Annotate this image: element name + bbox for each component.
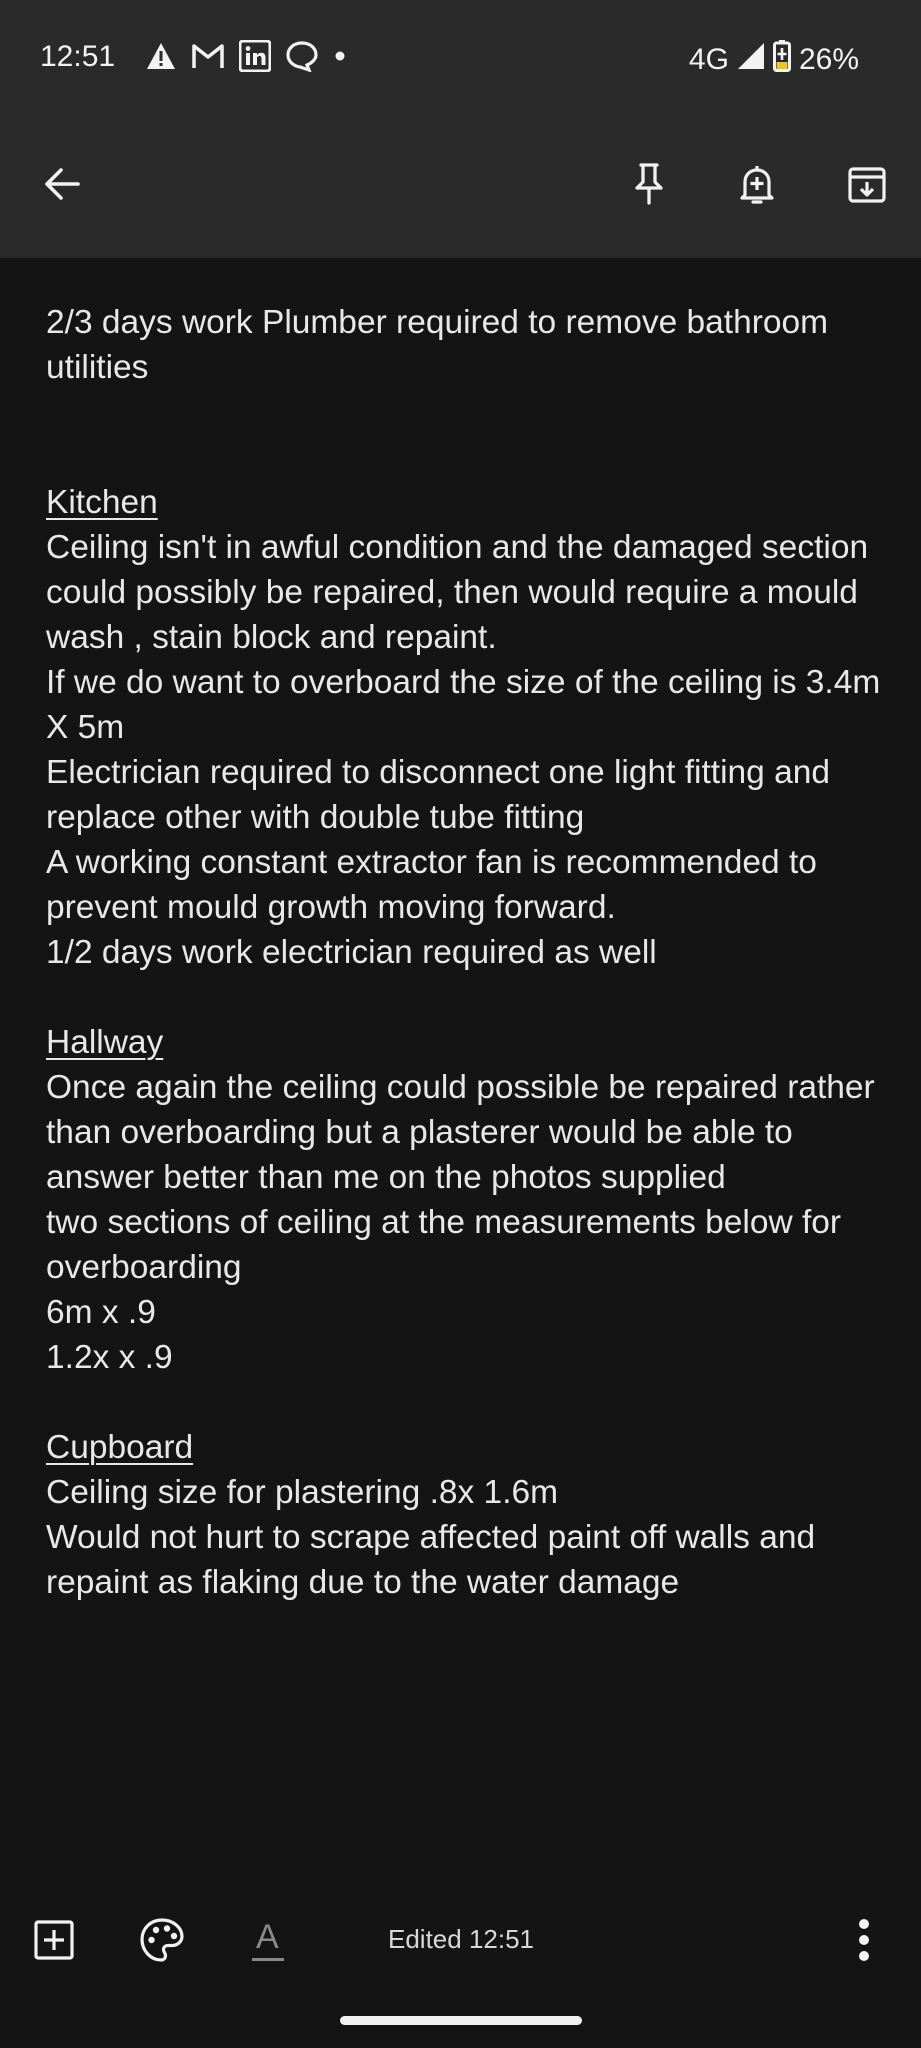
dot-icon: [333, 49, 347, 63]
background-color-button[interactable]: [138, 1918, 186, 1966]
home-indicator[interactable]: [340, 2016, 582, 2025]
status-time: 12:51: [40, 40, 116, 73]
more-vertical-icon: [858, 1918, 870, 1967]
section-kitchen: [46, 480, 906, 975]
note-line: two sections of ceiling at the measurements below for overboarding: [46, 1204, 842, 1286]
section-title: Cupboard: [46, 1429, 194, 1466]
network-type: 4G: [688, 43, 729, 76]
edited-timestamp: Edited 12:51: [388, 1924, 535, 1954]
signal-icon: [737, 42, 765, 78]
note-line: A working constant extractor fan is recommended to prevent mould growth moving forward.: [46, 844, 817, 926]
note-line: 1/2 days work electrician required as well: [46, 934, 657, 971]
archive-button[interactable]: [837, 156, 897, 216]
linkedin-icon: [239, 40, 271, 72]
text-format-glyph: A: [256, 1918, 279, 1956]
note-line: 6m x .9: [46, 1294, 156, 1331]
chat-bubble-icon: [285, 40, 319, 72]
back-button[interactable]: [32, 156, 92, 216]
note-line: Would not hurt to scrape affected paint off walls and repaint as flaking due to the water damage: [46, 1519, 816, 1601]
pin-icon: [632, 162, 666, 211]
note-line: Ceiling isn't in awful condition and the damaged section could possibly be repaired, then would require a mould wash , stain block and repaint.: [46, 529, 869, 656]
note-line: 1.2x x .9: [46, 1339, 173, 1376]
status-right: [689, 40, 859, 80]
section-hallway: [46, 1020, 906, 1380]
pin-button[interactable]: [619, 156, 679, 216]
warning-icon: [145, 41, 177, 71]
note-line: Ceiling size for plastering .8x 1.6m: [46, 1474, 559, 1511]
section-title: Kitchen: [46, 484, 158, 521]
note-line: If we do want to overboard the size of the ceiling is 3.4m X 5m: [46, 664, 881, 746]
note-line: Electrician required to disconnect one light fitting and replace other with double tube fitting: [46, 754, 830, 836]
add-content-button[interactable]: [32, 1920, 76, 1964]
add-box-icon: [34, 1920, 74, 1965]
note-body[interactable]: [46, 300, 906, 1605]
reminder-bell-icon: [737, 162, 777, 211]
back-arrow-icon: [43, 167, 81, 206]
note-line: Once again the ceiling could possible be repaired rather than overboarding but a plasterer would be able to answer better than me on the photos supplied: [46, 1069, 875, 1196]
text-format-button[interactable]: [246, 1916, 290, 1966]
more-options-button[interactable]: [844, 1916, 884, 1968]
note-toolbar: [0, 118, 921, 258]
note-intro: 2/3 days work Plumber required to remove bathroom utilities: [46, 304, 829, 386]
text-format-icon: [250, 1918, 286, 1964]
status-bar: [0, 0, 921, 118]
section-cupboard: [46, 1425, 906, 1605]
battery-icon: [773, 40, 791, 80]
reminder-button[interactable]: [727, 156, 787, 216]
palette-icon: [139, 1917, 185, 1968]
archive-icon: [847, 164, 887, 209]
notification-icons: [145, 40, 347, 72]
section-title: Hallway: [46, 1024, 164, 1061]
battery-percent: 26%: [798, 43, 859, 76]
gmail-icon: [191, 42, 225, 70]
